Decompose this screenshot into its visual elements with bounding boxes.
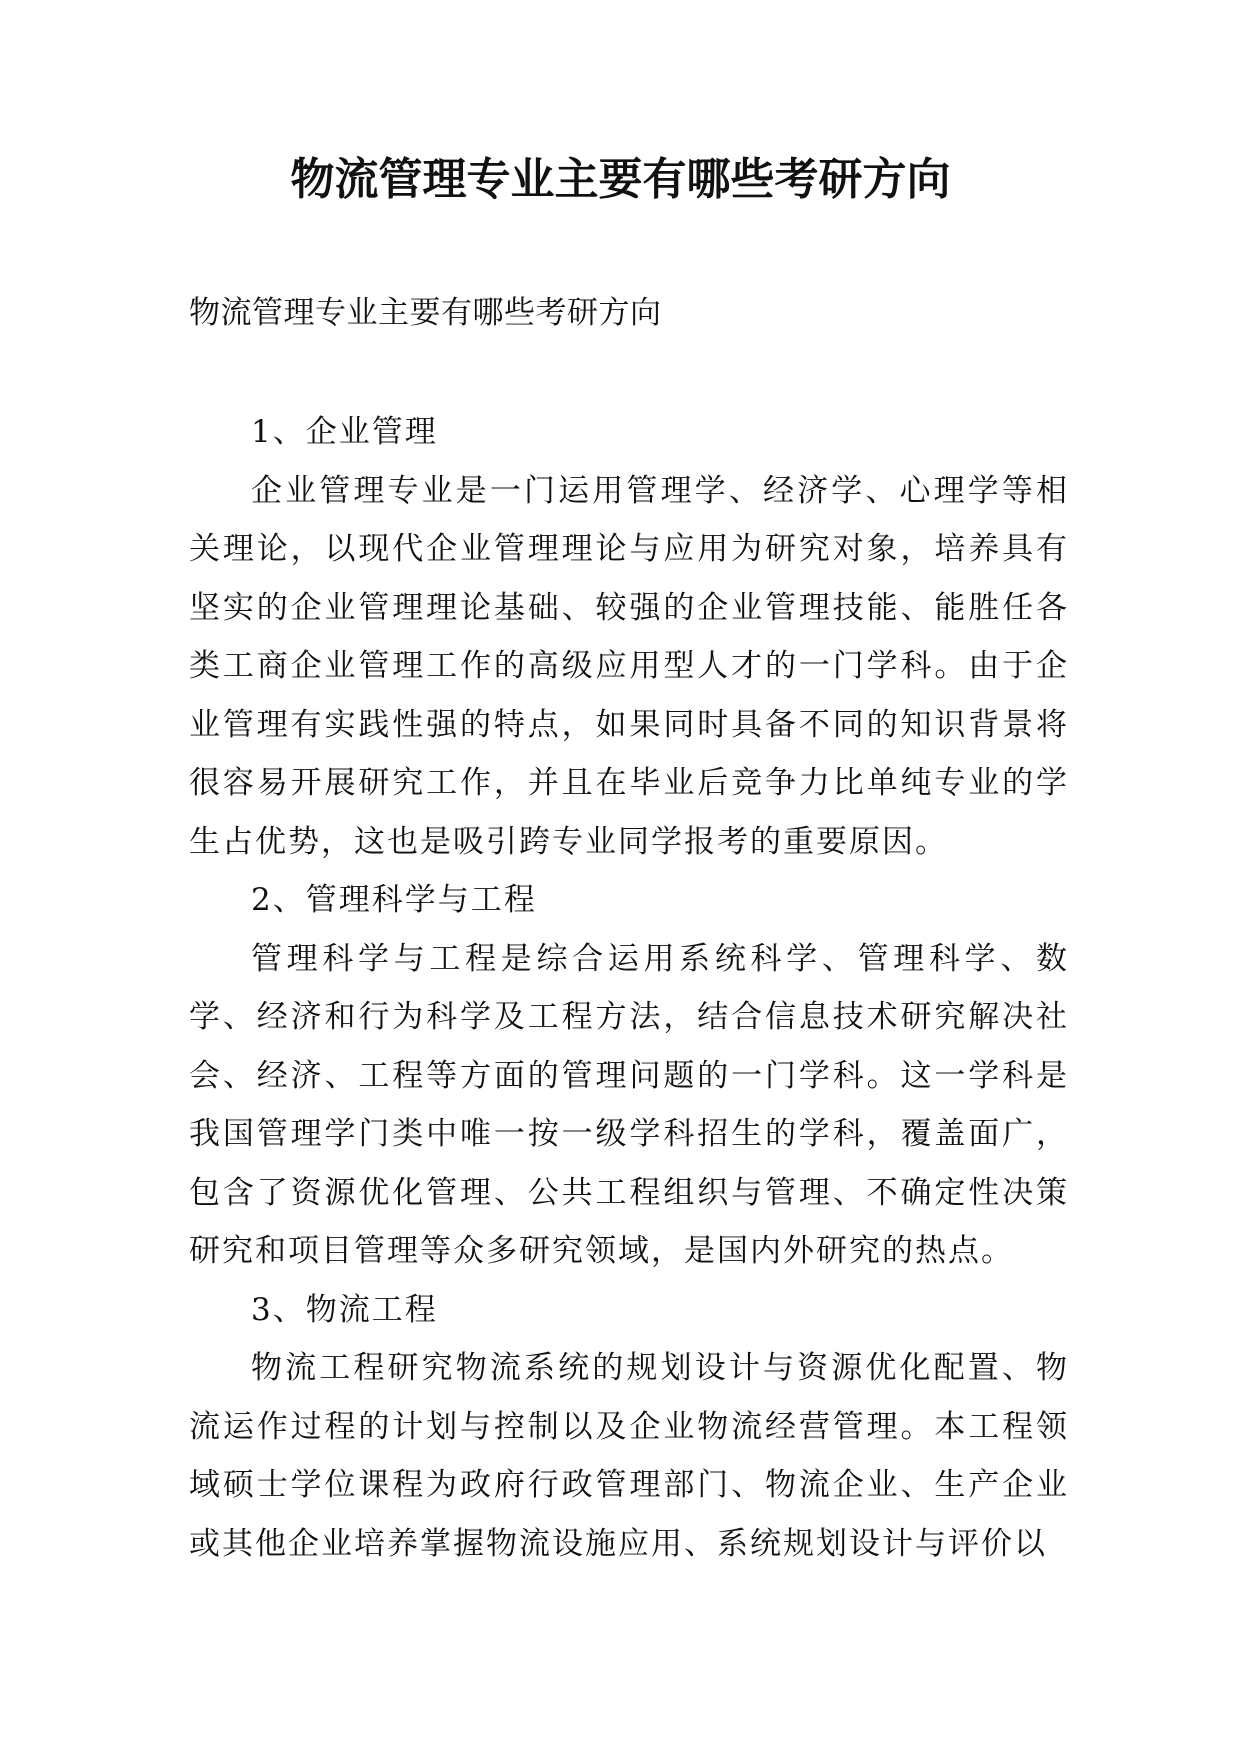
document-title: 物流管理专业主要有哪些考研方向 (290, 154, 951, 205)
section-paragraph-management-science: 管理科学与工程是综合运用系统科学、管理科学、数学、经济和行为科学及工程方法，结合信息技术研究解决社会、经济、工程等方面的管理问题的一门学科。这一学科是我国管理学门类中唯一按一级学科招生的学科，覆盖面广，包含了资源优化管理、公共工程组织与管理、不确定性决策研究和项目管理等众多研究领域，是国内外研究的热点。 (189, 940, 1069, 1269)
section-heading-logistics-engineering: 3、物流工程 (251, 1291, 438, 1328)
document-body (189, 403, 1069, 1573)
section-heading-enterprise-management: 1、企业管理 (251, 414, 438, 450)
document-subtitle: 物流管理专业主要有哪些考研方向 (189, 295, 662, 331)
section-paragraph-enterprise-management: 企业管理专业是一门运用管理学、经济学、心理学等相关理论，以现代企业管理理论与应用为研究对象，培养具有坚实的企业管理理论基础、较强的企业管理技能、能胜任各类工商企业管理工作的高级应用型人才的一门学科。由于企业管理有实践性强的特点，如果同时具备不同的知识背景将很容易开展研究工作，并且在毕业后竞争力比单纯专业的学生占优势，这也是吸引跨专业同学报考的重要原因。 (189, 472, 1069, 860)
section-paragraph-logistics-engineering: 物流工程研究物流系统的规划设计与资源优化配置、物流运作过程的计划与控制以及企业物流经营管理。本工程领域硕士学位课程为政府行政管理部门、物流企业、生产企业或其他企业培养掌握物流设施应用、系统规划设计与评价以 (189, 1350, 1069, 1562)
section-heading-management-science: 2、管理科学与工程 (251, 882, 537, 918)
